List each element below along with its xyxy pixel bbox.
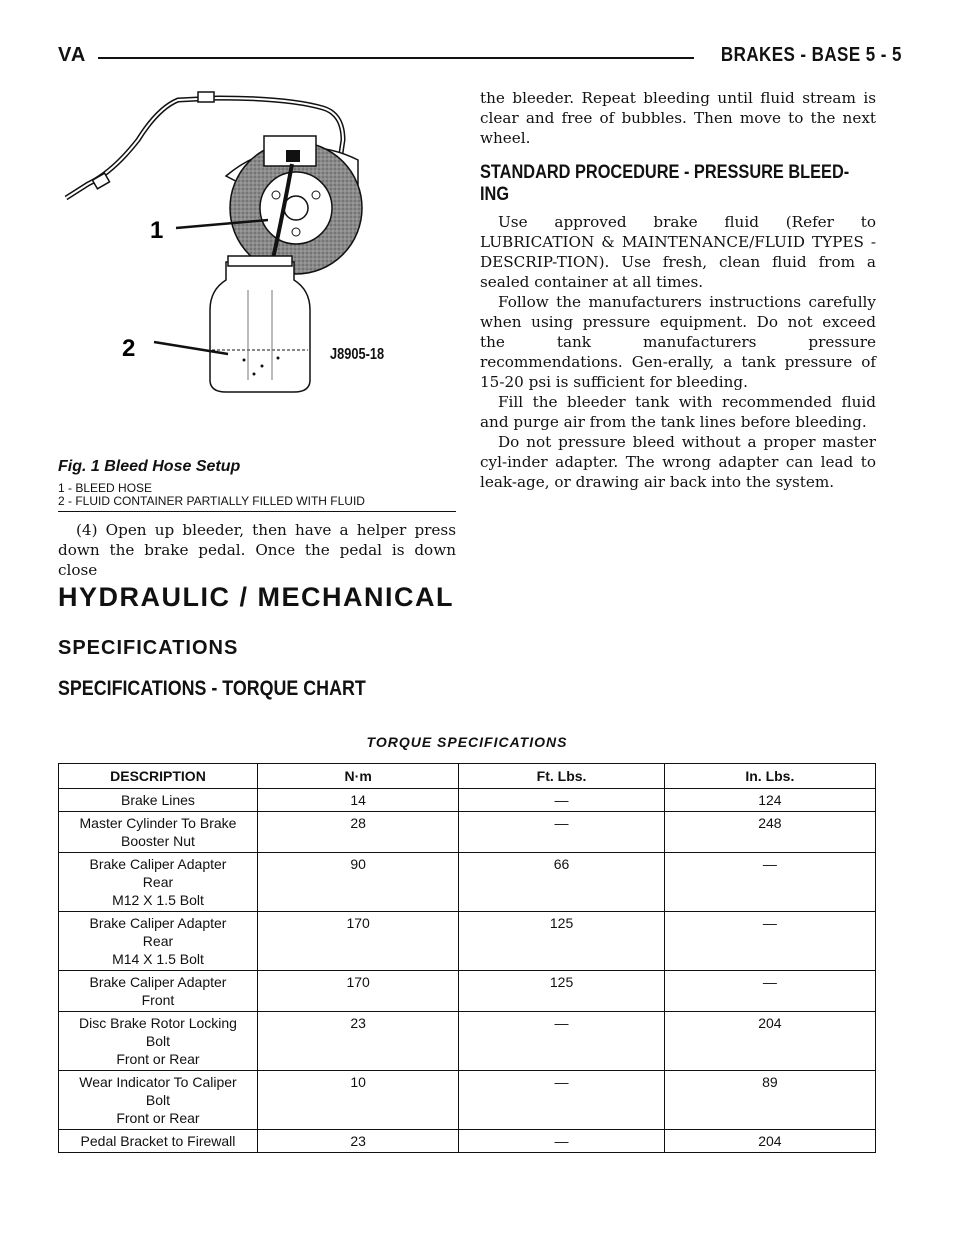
cell-nm: 170 [257, 971, 458, 1012]
cell-in-lbs: 204 [664, 1130, 875, 1153]
table-row [59, 1130, 876, 1153]
cell-description: Wear Indicator To Caliper Bolt Front or Rear [59, 1071, 258, 1130]
cell-in-lbs: — [664, 912, 875, 971]
cell-nm: 14 [257, 789, 458, 812]
cell-in-lbs: 89 [664, 1071, 875, 1130]
cell-in-lbs: 248 [664, 812, 875, 853]
cell-in-lbs: 204 [664, 1012, 875, 1071]
cell-description: Disc Brake Rotor Locking Bolt Front or Rear [59, 1012, 258, 1071]
body-paragraph-2: Follow the manufacturers instructions carefully when using pressure equipment. Do not exceed the tank manufacturers pressure recommendations. Gen-erally, a tank pressure of 15-20 psi is sufficient for bleeding. [480, 293, 876, 391]
pressure-bleeding-heading: STANDARD PROCEDURE - PRESSURE BLEED-ING [480, 162, 850, 205]
cell-nm: 23 [257, 1012, 458, 1071]
cell-nm: 28 [257, 812, 458, 853]
body-paragraph-1: Use approved brake fluid (Refer to LUBRICATION & MAINTENANCE/FLUID TYPES - DESCRIP-TION). Use fresh, clean fluid from a sealed container at all times. [480, 213, 876, 291]
cell-nm: 90 [257, 853, 458, 912]
column-header-ft-lbs: Ft. Lbs. [459, 764, 664, 789]
left-column-text [58, 520, 456, 580]
cell-description: Master Cylinder To Brake Booster Nut [59, 812, 258, 853]
body-paragraph-3: Fill the bleeder tank with recommended fluid and purge air from the tank lines before bleeding. [480, 393, 876, 431]
figure-code: J8905-18 [330, 346, 385, 363]
cell-ft-lbs: — [459, 1071, 664, 1130]
table-row [59, 853, 876, 912]
header-section-code: VA [58, 44, 87, 66]
cell-ft-lbs: — [459, 789, 664, 812]
section-heading: HYDRAULIC / MECHANICAL [58, 582, 454, 612]
page-header [58, 44, 902, 74]
table-title: TORQUE SPECIFICATIONS [366, 734, 568, 750]
torque-chart-heading: SPECIFICATIONS - TORQUE CHART [58, 677, 366, 700]
table-row [59, 1071, 876, 1130]
cell-description: Brake Caliper Adapter Front [59, 971, 258, 1012]
table-row [59, 912, 876, 971]
cell-description: Brake Caliper Adapter Rear M14 X 1.5 Bolt [59, 912, 258, 971]
column-header-nm: N·m [257, 764, 458, 789]
callout-2: 2 [122, 335, 136, 362]
cell-in-lbs: 124 [664, 789, 875, 812]
table-row [59, 971, 876, 1012]
header-page-title: BRAKES - BASE 5 - 5 [721, 44, 902, 66]
bleed-hose-setup-illustration [58, 80, 456, 460]
right-column [480, 88, 876, 492]
step-4-paragraph: (4) Open up bleeder, then have a helper press down the brake pedal. Once the pedal is down close [58, 521, 456, 579]
table-row [59, 1012, 876, 1071]
subsection-heading: SPECIFICATIONS [58, 637, 239, 659]
cell-description: Brake Caliper Adapter Rear M12 X 1.5 Bolt [59, 853, 258, 912]
cell-ft-lbs: — [459, 1130, 664, 1153]
figure-caption: Fig. 1 Bleed Hose Setup [58, 458, 241, 475]
cell-description: Brake Lines [59, 789, 258, 812]
cell-ft-lbs: 66 [459, 853, 664, 912]
cell-ft-lbs: 125 [459, 971, 664, 1012]
body-paragraph-4: Do not pressure bleed without a proper master cyl-inder adapter. The wrong adapter can lead to leak-age, or drawing air back into the system. [480, 433, 876, 491]
cell-ft-lbs: 125 [459, 912, 664, 971]
cell-ft-lbs: — [459, 812, 664, 853]
continuation-paragraph: the bleeder. Repeat bleeding until fluid stream is clear and free of bubbles. Then move to the next wheel. [480, 89, 876, 147]
cell-nm: 10 [257, 1071, 458, 1130]
table-row [59, 812, 876, 853]
cell-in-lbs: — [664, 853, 875, 912]
cell-ft-lbs: — [459, 1012, 664, 1071]
table-header-row [59, 764, 876, 789]
cell-description: Pedal Bracket to Firewall [59, 1130, 258, 1153]
legend-item-1: 1 - BLEED HOSE [58, 481, 153, 495]
cell-nm: 23 [257, 1130, 458, 1153]
torque-specifications-table [58, 763, 876, 1153]
legend-rule [58, 511, 456, 512]
legend-item-2: 2 - FLUID CONTAINER PARTIALLY FILLED WITH FLUID [58, 494, 365, 508]
cell-in-lbs: — [664, 971, 875, 1012]
column-header-description: DESCRIPTION [59, 764, 258, 789]
column-header-in-lbs: In. Lbs. [664, 764, 875, 789]
callout-1: 1 [150, 217, 164, 244]
table-row [59, 789, 876, 812]
figure-legend [58, 482, 456, 508]
cell-nm: 170 [257, 912, 458, 971]
header-rule [98, 57, 694, 59]
